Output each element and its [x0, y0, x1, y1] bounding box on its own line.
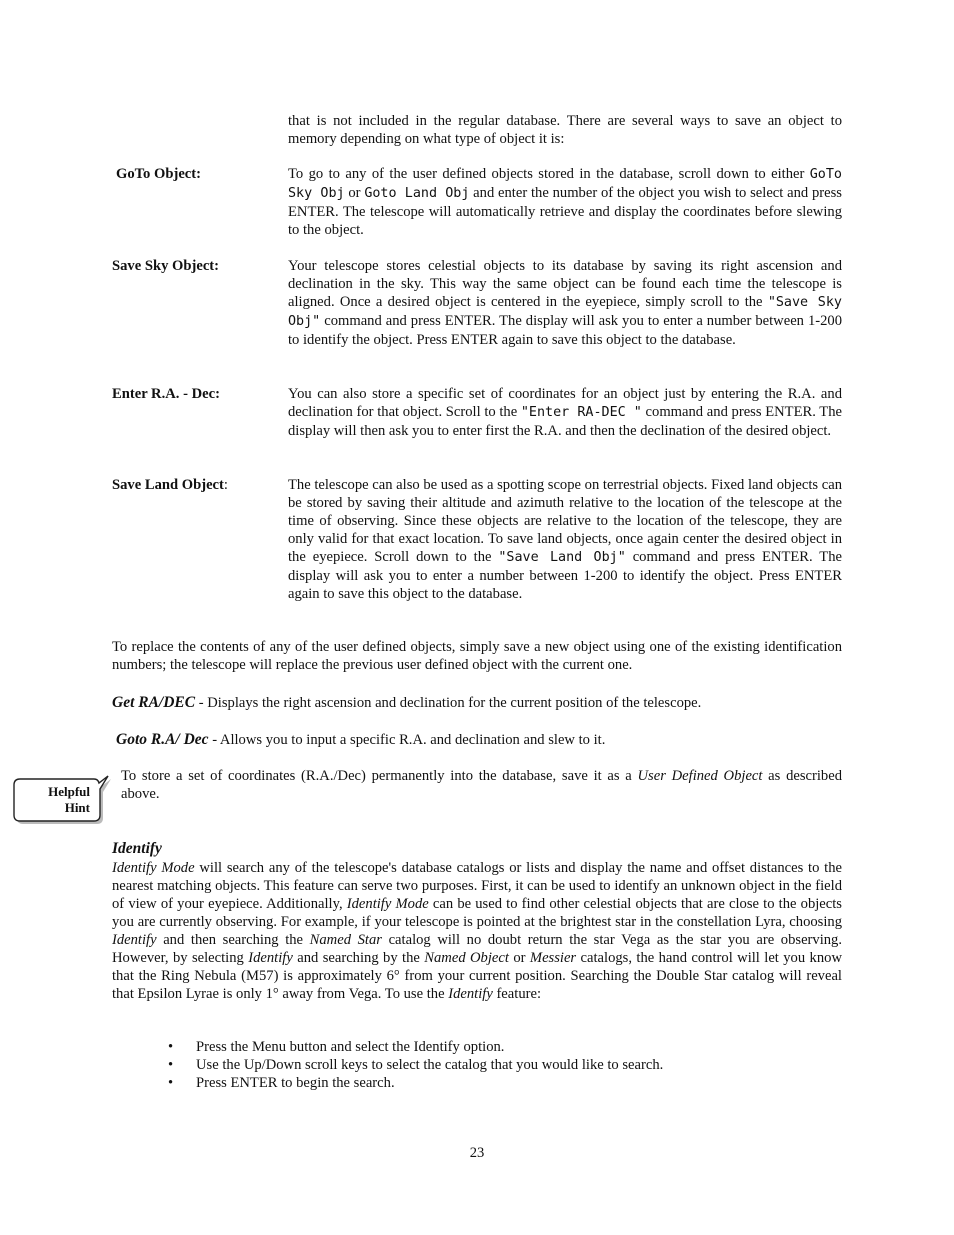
- enter-ra-dec-text-2: command and press ENTER. The display will then ask you to enter first the R.A. and then the declination of the desired object.: [288, 404, 842, 439]
- save-land-object-colon: :: [223, 477, 228, 493]
- hint-text-2: as described above.: [121, 768, 842, 802]
- identify-italic-term: Named Star: [309, 932, 382, 948]
- helpful-hint-callout: [12, 775, 94, 821]
- replace-text: To replace the contents of any of the user defined objects, simply save a new object using one of the existing identification numbers; the telescope will replace the previous user defined object with the current one.: [112, 639, 842, 673]
- identify-text-run: or: [508, 950, 530, 966]
- identify-text-run: and then searching the: [156, 932, 310, 948]
- identify-paragraph: [112, 859, 842, 1003]
- helpful-hint-line-1: Helpful: [48, 784, 90, 799]
- identify-text-run: feature:: [492, 986, 542, 1002]
- identify-italic-term: Messier: [529, 950, 577, 966]
- get-radec-text: - Displays the right ascension and declination for the current position of the telescope.: [195, 695, 702, 711]
- save-land-text-2: command and press ENTER. The display will ask you to enter a number between 1-200 to identify the object. Press ENTER again to save this object to the database.: [288, 549, 843, 602]
- enter-ra-dec-description: [288, 385, 842, 440]
- identify-italic-term: Identify: [112, 932, 157, 948]
- goto-radec-term: Goto R.A/ Dec: [116, 731, 209, 748]
- helpful-hint-line-2: Hint: [64, 800, 90, 815]
- enter-ra-dec-command: "Enter RA-DEC ": [520, 405, 642, 420]
- identify-steps-list: [112, 1038, 842, 1092]
- identify-step-item: • Use the Up/Down scroll keys to select the catalog that you would like to search.: [112, 1056, 842, 1074]
- goto-object-text-3: and enter the number of the object you wish to select and press ENTER. The telescope will automatically retrieve and display the coordinates before slewing to the object.: [288, 185, 842, 238]
- intro-text: that is not included in the regular database. There are several ways to save an object to memory depending on what type of object it is:: [288, 113, 842, 147]
- identify-heading: Identify: [112, 840, 162, 857]
- helpful-hint-label: [30, 784, 90, 816]
- identify-italic-term: Named Object: [424, 950, 509, 966]
- identify-italic-term: Identify: [448, 986, 493, 1002]
- get-radec-term: Get RA/DEC: [112, 694, 196, 711]
- goto-radec-text: - Allows you to input a specific R.A. and declination and slew to it.: [208, 732, 606, 748]
- goto-object-text-1: To go to any of the user defined objects stored in the database, scroll down to either: [288, 166, 805, 182]
- save-land-object-label-text: Save Land Object: [112, 477, 224, 493]
- goto-object-label: GoTo Object:: [116, 166, 201, 182]
- save-land-object-label: [112, 476, 228, 494]
- goto-radec-paragraph: [116, 731, 846, 749]
- goto-object-text-2: or: [344, 185, 365, 201]
- identify-italic-term: Identify Mode: [346, 896, 429, 912]
- save-land-text-1: The telescope can also be used as a spotting scope on terrestrial objects. Fixed land objects can be stored by saving their altitude and azimuth relative to the location of the telescope at the time of observing. Since these objects are relative to the location of the telescope, they are only valid for that exact location. To save land objects, once again center the desired object in the eyepiece. Scroll down to the: [288, 477, 842, 565]
- hint-emphasis: User Defined Object: [637, 768, 763, 784]
- identify-text-run: will search any of the telescope's database catalogs or lists and display the name and offset distances to the nearest matching objects. This feature can serve two purposes. First, it can be used to identify an unknown object in the field of view of your eyepiece. Additionally,: [112, 860, 842, 912]
- get-radec-paragraph: [112, 694, 842, 712]
- identify-text-run: and searching by the: [292, 950, 425, 966]
- enter-ra-dec-text-1: You can also store a specific set of coordinates for an object just by entering the R.A. and declination for that object. Scroll to the: [288, 386, 842, 420]
- save-land-obj-command: "Save Land Obj": [498, 550, 626, 565]
- goto-object-description: [288, 165, 842, 239]
- identify-step-item: • Press ENTER to begin the search.: [112, 1074, 842, 1092]
- save-land-object-description: [288, 476, 842, 603]
- identify-text-run: catalogs, the hand control will let you know that the Ring Nebula (M57) is approximately 6° from your current position. Searching the Double Star catalog will reveal that Epsilon Lyrae is only 1° away from Vega. To use the: [112, 950, 842, 1002]
- replace-paragraph: [112, 638, 842, 674]
- identify-step-item: • Press the Menu button and select the Identify option.: [112, 1038, 842, 1056]
- helpful-hint-text: [121, 767, 842, 803]
- enter-ra-dec-label: Enter R.A. - Dec:: [112, 386, 220, 402]
- identify-text-run: can be used to find other celestial objects that are close to the objects you are currently observing. For example, if your telescope is pointed at the brightest star in the constellation Lyra, choosing: [112, 896, 842, 930]
- intro-paragraph: [288, 112, 842, 148]
- identify-italic-term: Identify: [248, 950, 293, 966]
- save-sky-text-2: command and press ENTER. The display will ask you to enter a number between 1-200 to identify the object. Press ENTER again to save this object to the database.: [288, 313, 842, 348]
- identify-text-run: catalog will no doubt return the star Vega as the star you are observing. However, by selecting: [112, 932, 842, 966]
- save-sky-object-description: [288, 257, 842, 349]
- hint-text-1: To store a set of coordinates (R.A./Dec) permanently into the database, save it as a: [121, 768, 638, 784]
- goto-sky-obj-command: GoTo Sky Obj: [288, 167, 842, 201]
- save-sky-obj-command: "Save Sky Obj": [288, 295, 842, 329]
- save-sky-object-label: Save Sky Object:: [112, 258, 220, 274]
- identify-italic-term: Identify Mode: [112, 860, 195, 876]
- save-sky-text-1: Your telescope stores celestial objects to its database by saving its right ascension and declination in the sky. This way the same object can be found each time the telescope is aligned. Once a desired object is centered in the eyepiece, simply scroll to the: [288, 258, 842, 310]
- goto-land-obj-command: Goto Land Obj: [364, 186, 470, 201]
- page-number: 23: [469, 1145, 485, 1161]
